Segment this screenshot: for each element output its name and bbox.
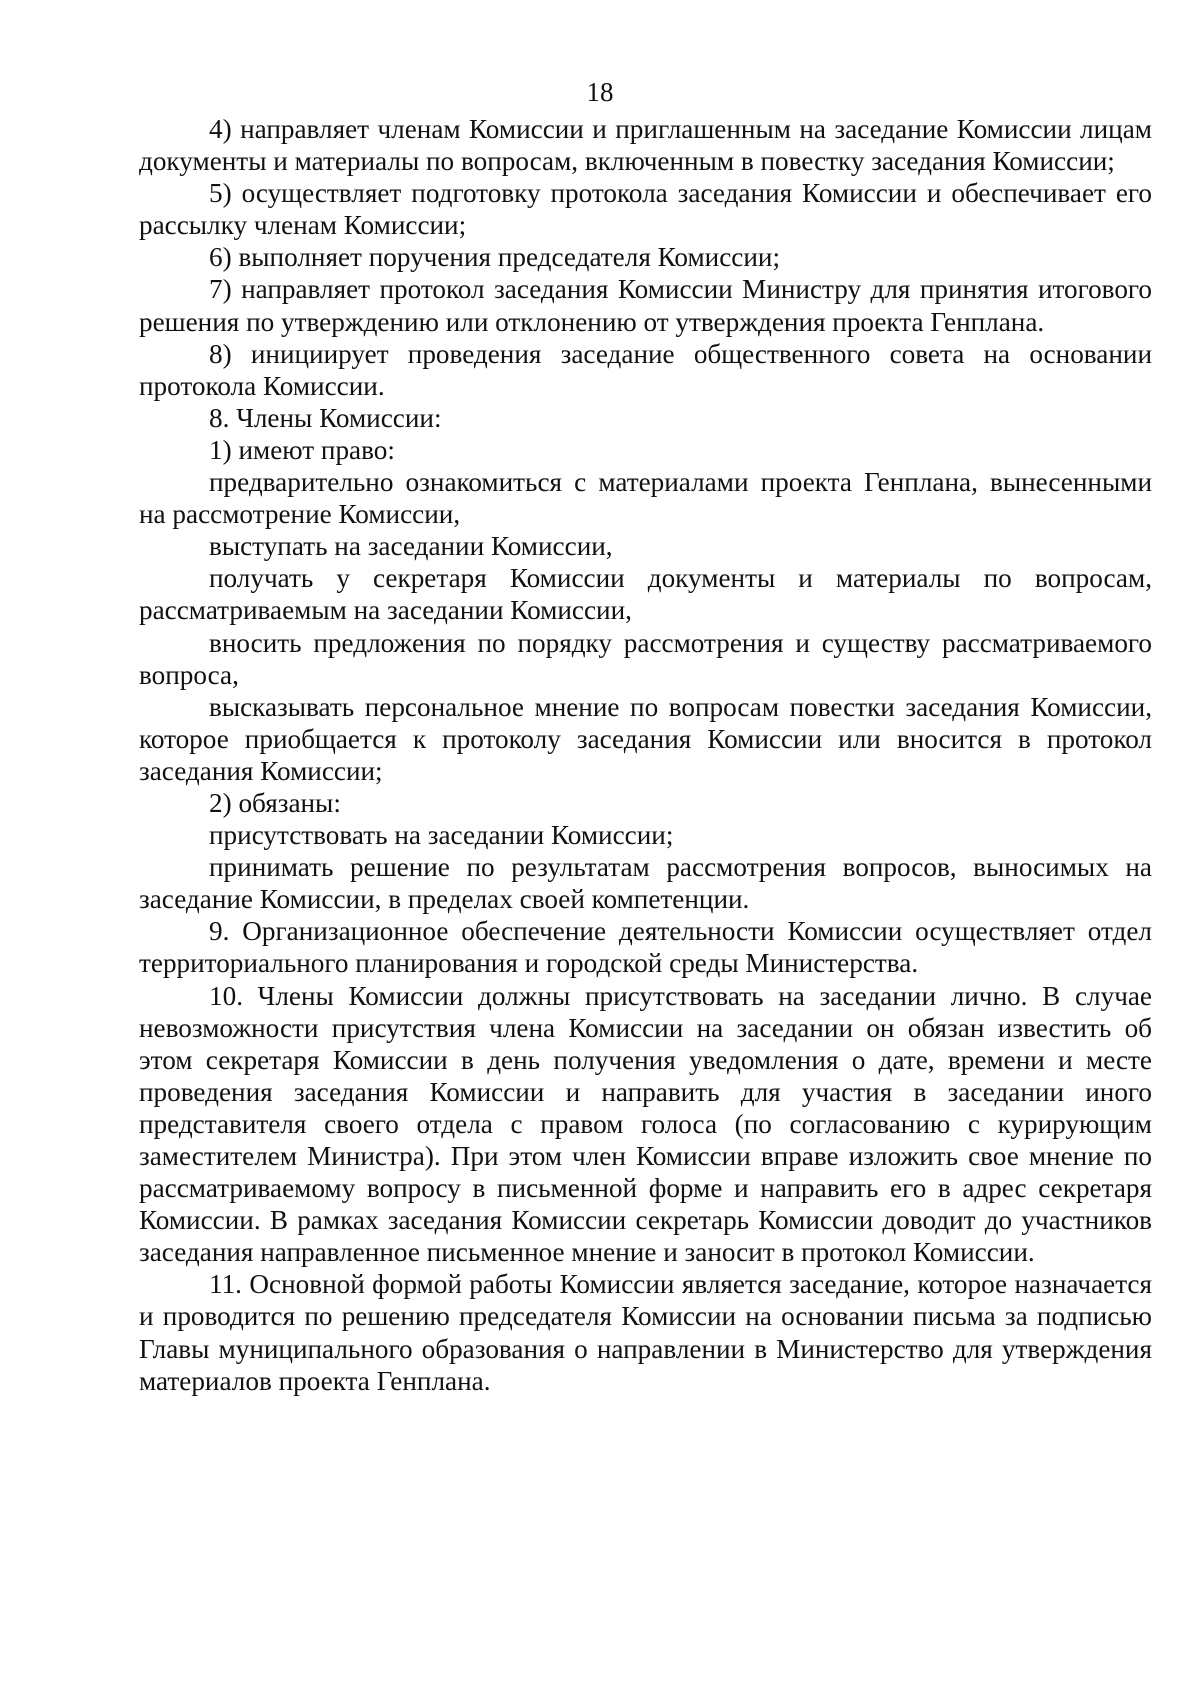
paragraph-item-7: 7) направляет протокол заседания Комиссии Министру для принятия итогового решения по утверждению или отклонению от утверждения проекта Генплана. [139, 274, 1152, 337]
paragraph-item-5: 5) осуществляет подготовку протокола заседания Комиссии и обеспечивает его рассылку членам Комиссии; [139, 178, 1152, 241]
section-9-paragraph: 9. Организационное обеспечение деятельности Комиссии осуществляет отдел территориального планирования и городской среды Министерства. [139, 916, 1152, 979]
paragraph-item-4: 4) направляет членам Комиссии и приглашенным на заседание Комиссии лицам документы и материалы по вопросам, включенным в повестку заседания Комиссии; [139, 114, 1152, 177]
right-receive-documents: получать у секретаря Комиссии документы и материалы по вопросам, рассматриваемым на заседании Комиссии, [139, 563, 1152, 626]
right-make-proposals: вносить предложения по порядку рассмотрения и существу рассматриваемого вопроса, [139, 627, 1152, 690]
section-8-heading: 8. Члены Комиссии: [209, 402, 442, 433]
section-11-paragraph: 11. Основной формой работы Комиссии является заседание, которое назначается и проводится по решению председателя Комиссии на основании письма за подписью Главы муниципального образования о направлении в Министерство для утверждения материалов проекта Генплана. [139, 1269, 1152, 1396]
page-number: 18 [586, 77, 614, 107]
rights-heading: 1) имеют право: [209, 434, 395, 465]
duties-heading: 2) обязаны: [209, 787, 341, 818]
document-body [139, 113, 1152, 1397]
duty-attend-meeting: присутствовать на заседании Комиссии; [209, 820, 674, 851]
section-10-paragraph: 10. Члены Комиссии должны присутствовать на заседании лично. В случае невозможности присутствия члена Комиссии на заседании он обязан известить об этом секретаря Комиссии в день получения уведомления о дате, времени и месте проведения заседания Комиссии и направить для участия в заседании иного представителя своего отдела с правом голоса (по согласованию с курирующим заместителем Министра). При этом член Комиссии вправе изложить свое мнение по рассматриваемому вопросу в письменной форме и направить его в адрес секретаря Комиссии. В рамках заседания Комиссии секретарь Комиссии доводит до участников заседания направленное письменное мнение и заносит в протокол Комиссии. [139, 980, 1152, 1268]
right-speak-at-meeting: выступать на заседании Комиссии, [209, 531, 613, 562]
right-express-opinion: высказывать персональное мнение по вопросам повестки заседания Комиссии, которое приобщается к протоколу заседания Комиссии или вносится в протокол заседания Комиссии; [139, 691, 1152, 786]
paragraph-item-8: 8) инициирует проведения заседание общественного совета на основании протокола Комиссии. [139, 338, 1152, 401]
duty-make-decisions: принимать решение по результатам рассмотрения вопросов, выносимых на заседание Комиссии, в пределах своей компетенции. [139, 852, 1152, 915]
paragraph-item-6: 6) выполняет поручения председателя Комиссии; [209, 242, 781, 273]
right-review-materials: предварительно ознакомиться с материалами проекта Генплана, вынесенными на рассмотрение Комиссии, [139, 467, 1152, 530]
